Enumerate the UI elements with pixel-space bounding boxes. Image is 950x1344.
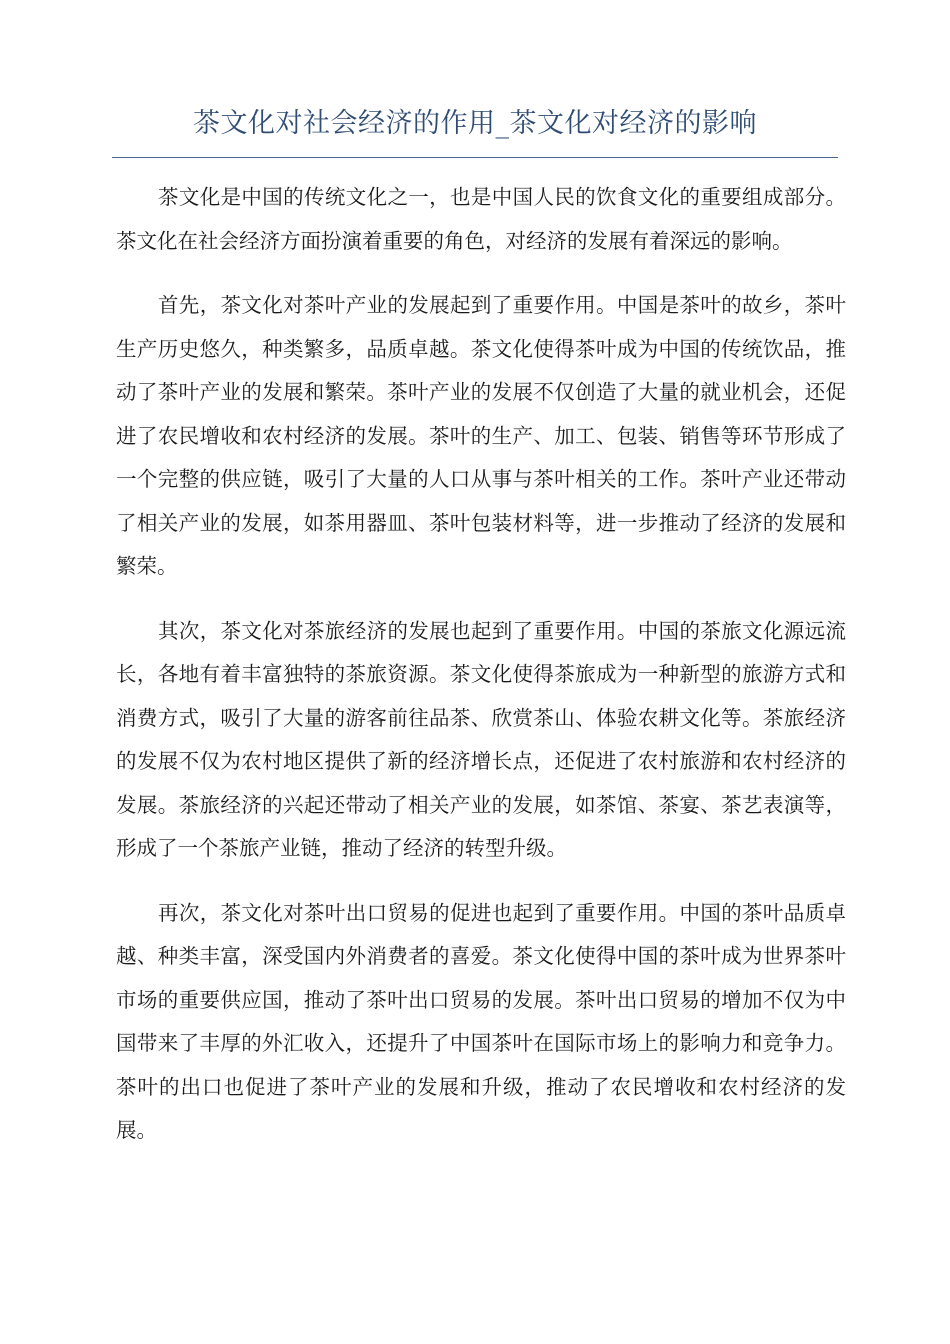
paragraph-tea-industry: 首先，茶文化对茶叶产业的发展起到了重要作用。中国是茶叶的故乡，茶叶生产历史悠久，种类繁多，品质卓越。茶文化使得茶叶成为中国的传统饮品，推动了茶叶产业的发展和繁荣。茶叶产业的发展不仅创造了大量的就业机会，还促进了农民增收和农村经济的发展。茶叶的生产、加工、包装、销售等环节形成了一个完整的供应链，吸引了大量的人口从事与茶叶相关的工作。茶叶产业还带动了相关产业的发展，如茶用器皿、茶叶包装材料等，进一步推动了经济的发展和繁荣。 [116, 293, 846, 578]
page-title: 茶文化对社会经济的作用_茶文化对经济的影响 [193, 108, 757, 139]
paragraph-tea-export: 再次，茶文化对茶叶出口贸易的促进也起到了重要作用。中国的茶叶品质卓越、种类丰富，深受国内外消费者的喜爱。茶文化使得中国的茶叶成为世界茶叶市场的重要供应国，推动了茶叶出口贸易的发展。茶叶出口贸易的增加不仅为中国带来了丰厚的外汇收入，还提升了中国茶叶在国际市场上的影响力和竞争力。茶叶的出口也促进了茶叶产业的发展和升级，推动了农民增收和农村经济的发展。 [116, 900, 846, 1142]
document-body [116, 176, 846, 1174]
title-divider [112, 157, 838, 158]
paragraph-tea-tourism: 其次，茶文化对茶旅经济的发展也起到了重要作用。中国的茶旅文化源远流长，各地有着丰富独特的茶旅资源。茶文化使得茶旅成为一种新型的旅游方式和消费方式，吸引了大量的游客前往品茶、欣赏茶山、体验农耕文化等。茶旅经济的发展不仅为农村地区提供了新的经济增长点，还促进了农村旅游和农村经济的发展。茶旅经济的兴起还带动了相关产业的发展，如茶馆、茶宴、茶艺表演等，形成了一个茶旅产业链，推动了经济的转型升级。 [116, 618, 846, 860]
paragraph-intro: 茶文化是中国的传统文化之一，也是中国人民的饮食文化的重要组成部分。茶文化在社会经济方面扮演着重要的角色，对经济的发展有着深远的影响。 [116, 185, 846, 253]
